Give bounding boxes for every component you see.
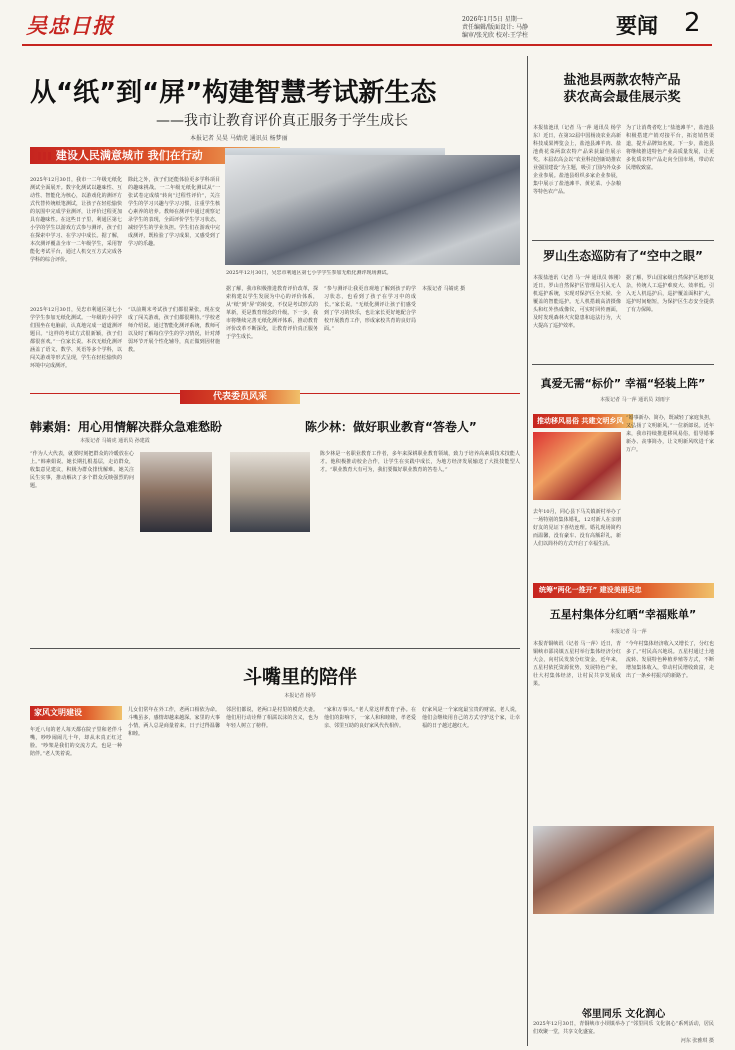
lead-photo-credit: 本报记者 马婧虎 摄 bbox=[422, 286, 466, 292]
bottom-right-text: 2025年12月30日，青铜峡市小坝镇举办了“邻里同乐 文化润心”系列活动，居民们欢聚一堂，共享文化盛宴。 bbox=[533, 1021, 714, 1035]
left-figure-byline: 本报记者 马婧虎 通讯员 孙建霞 bbox=[80, 438, 150, 444]
figures-banner-label: 代表委员风采 bbox=[212, 392, 267, 402]
left-figure-portrait bbox=[140, 452, 212, 532]
column-divider-right bbox=[527, 56, 528, 1046]
figures-bottom-rule bbox=[30, 648, 520, 649]
lead-byline: 本报记者 吴昊 马婧虎 通讯员 杨梦丽 bbox=[190, 135, 288, 142]
left-figure-text: “作为人大代表，就要时刻把群众的冷暖放在心上。”韩素娟说。她长期扎根基层，走访群众，收集意见建议，积极为群众排忧解难。她关注民生实事，推动解决了多个群众反映强烈的问题。 bbox=[30, 451, 134, 489]
right-top-col-1: 本报盐池讯（记者 马一萍 通讯员 杨学东）近日，在第32届中国杨凌农业高新科技成果博览会上，盐池县滩羊肉、盐池黄花菜两款农特产品荣获最佳展示奖。本届农高会以“农业科技创新助推农业强国建设”为主题，吸引了国内外众多企业参展。盐池县组织多家企业参展，集中展示了盐池滩羊、黄花菜、小杂粮等特色农产品。 bbox=[533, 125, 621, 195]
right-top-col-2: 为了让消费者吃上“盐池滩羊”，盐池县积极搭建产销对接平台，拓宽销售渠道，提升品牌知名度。下一步，盐池县将继续推进特色产业高质量发展，让更多优质农特产品走向全国市场，带动农民增收致富。 bbox=[626, 125, 714, 171]
lead-subhead: ——我市让教育评价真正服务于学生成长 bbox=[156, 113, 408, 129]
lead-col-3: 2025年12月30日，吴忠市利通区第七小学学生参加无纸化测试。一年级的小同学们围坐在电脑前，认真地完成一道道测评题目。“这样的考试方式很新颖，孩子们都很喜欢。”一位家长说。本次无纸化测评涵盖了语文、数学、英语等多个学科，以闯关游戏等形式呈现，学生在轻松愉快的环境中完成测评。 bbox=[30, 307, 122, 369]
mid-figure-photo bbox=[230, 452, 310, 532]
lead-headline: 从“纸”到“屏”构建智慧考试新生态 bbox=[30, 78, 437, 108]
right-third-banner-label: 推动移风易俗 共建文明乡风 bbox=[537, 417, 624, 425]
mid-figure-text: 陈少林是一名职业教育工作者，多年来深耕职业教育领域，致力于培养高素质技术技能人才。他积极推动校企合作，让学生在实践中成长，为地方经济发展输送了大批技能型人才。“职业教育大有可为，我们要做好职业教育的答卷人。” bbox=[320, 451, 520, 473]
left-figure-headline: 韩素娟：用心用情解决群众急难愁盼 bbox=[30, 420, 223, 434]
right-mid-headline: 罗山生态巡防有了“空中之眼” bbox=[543, 249, 703, 263]
bottom-right-caption: 邻里同乐 文化润心 bbox=[581, 1009, 666, 1019]
bottom-right-photo bbox=[533, 826, 714, 914]
economy-col-1: 本报青铜峡讯（记者 马一萍）近日，青铜峡市邵岗镇五星村举行集体经济分红大会，向村民发放分红资金。近年来，五星村依托资源优势，发展特色产业，壮大村集体经济，让村民共享发展成果。 bbox=[533, 641, 621, 687]
issue-date: 2026年1月5日 星期一 bbox=[462, 16, 523, 23]
proof-credit: 编审/张光欣 校对:王学柱 bbox=[462, 32, 528, 39]
feature-col-4: “家和万事兴。”老人常这样教育子孙。在他们的影响下，一家人和和睦睦，孝老爱亲、邻里互助的良好家风代代相传。 bbox=[324, 707, 416, 729]
feature-col-5: 好家风是一个家庭最宝贵的财富。老人说，他们会继续用自己的方式守护这个家，让幸福的日子越过越红火。 bbox=[422, 707, 520, 729]
economy-banner bbox=[533, 583, 714, 598]
banner-dots-icon bbox=[38, 152, 52, 160]
masthead bbox=[0, 0, 735, 52]
feature-col-3: 邻居们都说，老两口是村里的模范夫妻。他们用行动诠释了相濡以沫的含义，也为年轻人树立了榜样。 bbox=[226, 707, 318, 729]
right-third-headline: 真爱无需“标价” 幸福“轻装上阵” bbox=[540, 377, 706, 390]
right-divider-1 bbox=[532, 240, 714, 241]
right-divider-2 bbox=[532, 364, 714, 365]
economy-col-2: “今年村集体经济收入又增长了，分红也多了。”村民高兴地说。五星村通过土地流转、发展特色种植养殖等方式，不断增加集体收入，带动村民增收致富，走出了一条乡村振兴的新路子。 bbox=[626, 641, 714, 679]
lead-col-1: 2025年12月30日，我市一二年级无纸化测试全面展开。数字化测试以趣味性、互动性、智能化为核心，以游戏化的测评方式代替传统纸笔测试，让孩子在轻松愉快的氛围中完成学业测评，让评价过程更加具有趣味性。在这些日子里，利通区第七小学的学生以游戏方式参与测评，孩子们在探索中学习、在学习中成长。据了解，本次测评覆盖全市一二年级学生，采用智能化考试平台，通过人机交互方式完成各学科的综合评价。 bbox=[30, 177, 122, 263]
lead-photo-caption: 2025年12月30日，吴忠市利通区第七小学学生参加无纸化测评现场测试。 bbox=[226, 270, 392, 276]
lead-col-4: “以前期末考试孩子们都很紧张，现在变成了闯关游戏，孩子们都很期待。”学校老师介绍说。通过智能化测评系统，教师可以及时了解每位学生的学习情况，针对薄弱环节开展个性化辅导，真正做到因材施教。 bbox=[128, 307, 220, 353]
masthead-rule bbox=[22, 44, 712, 46]
feature-col-1: 年近八旬的老人每天都在院子里和老伴斗嘴，吵吵闹闹几十年，却从未真正红过脸。“吵架是我们的交流方式，也是一种陪伴。”老人笑着说。 bbox=[30, 727, 122, 757]
bottom-right-credit: 河东 张雅琪 摄 bbox=[680, 1038, 714, 1044]
newspaper-logo: 吴忠日报 bbox=[26, 13, 114, 38]
economy-banner-label: 统筹“两化一推开” 建设美丽吴忠 bbox=[539, 586, 642, 594]
lead-photo-main bbox=[225, 155, 520, 265]
lead-banner-label: 建设人民满意城市 我们在行动 bbox=[55, 149, 203, 162]
feature-banner bbox=[30, 706, 122, 720]
right-mid-col-1: 本报盐池讯（记者 马一萍 通讯员 韩刚）近日，罗山自然保护区管理局引入无人机巡护系统，实现对保护区全天候、全覆盖的智能巡护。无人机搭载高清摄像头和红外热成像仪，可实时回传画面，及时发现森林火灾隐患和违法行为，大大提高了巡护效率。 bbox=[533, 275, 621, 329]
section-name: 要闻 bbox=[616, 14, 658, 38]
right-third-byline: 本报记者 马一萍 通讯员 刘雨宇 bbox=[600, 397, 670, 403]
editor-credit: 责任编辑/版面设计: 马静 bbox=[462, 24, 528, 31]
economy-byline: 本报记者 马一萍 bbox=[610, 629, 647, 635]
right-third-col-2: “婚事新办、简办，既减轻了家庭负担，又弘扬了文明新风。”一位新郎说。近年来，我市持续推进移风易俗，倡导婚事新办、丧事简办，让文明新风吹进千家万户。 bbox=[626, 415, 714, 453]
right-third-col-1: 去年10月，同心县下马关镇新村举办了一场特别的集体婚礼，12对新人在亲朋好友的见证下喜结连理。婚礼现场简约而温馨，没有豪车、没有高额彩礼，新人们以简朴的方式开启了幸福生活。 bbox=[533, 509, 621, 547]
figures-banner bbox=[180, 390, 300, 404]
mid-figure-headline: 陈少林：做好职业教育“答卷人” bbox=[305, 420, 477, 434]
feature-headline: 斗嘴里的陪伴 bbox=[242, 666, 357, 688]
lead-col-6: “参与测评让我更直观地了解到孩子的学习状态，也看到了孩子在学习中的成长。”家长说。“无纸化测评让孩子们感受到了学习的快乐，也让家长更好地配合学校开展教育工作，形成家校共育的良好局面。” bbox=[324, 286, 416, 332]
economy-headline: 五星村集体分红晒“幸福账单” bbox=[549, 608, 697, 621]
feature-banner-label: 家风文明建设 bbox=[34, 708, 82, 717]
lead-col-5: 据了解，我市积极推进教育评价改革，探索构建以学生发展为中心的评价体系，从“纸”到“屏”的转变，不仅是考试形式的革新，更是教育理念的升级。下一步，我市将继续完善无纸化测评体系，推动教育评价改革不断深化，让教育评价真正服务于学生成长。 bbox=[226, 286, 318, 340]
right-third-banner bbox=[533, 414, 633, 428]
page-number: 2 bbox=[684, 8, 701, 38]
right-mid-col-2: 据了解，罗山国家级自然保护区地形复杂，传统人工巡护难度大、效率低。引入无人机巡护后，巡护覆盖面积扩大，巡护时间缩短，为保护区生态安全提供了有力保障。 bbox=[626, 275, 714, 313]
lead-col-2: 除此之外，孩子们还能体验更多学科项目的趣味挑战。一二年级无纸化测试从“一张试卷定成绩”转向“过程性评价”，关注学生的学习兴趣与学习习惯，注重学生核心素养的培养。教师在测评中通过观察记录学生的表现，全面评价学生学习状态，减轻学生的学业负担。学生们在游戏中完成测评，既检验了学习成果，又感受到了学习的乐趣。 bbox=[128, 177, 220, 247]
wedding-photo bbox=[533, 432, 621, 500]
feature-byline: 本报记者 杨琴 bbox=[284, 693, 316, 699]
feature-col-2: 儿女们常年在外工作，老两口相依为命。斗嘴虽多，感情却越来越深。家里的大事小情，两人总是商量着来，日子过得温馨和睦。 bbox=[128, 707, 220, 737]
right-top-headline: 盐池县两款农特产品 获农高会最佳展示奖 bbox=[563, 73, 681, 105]
